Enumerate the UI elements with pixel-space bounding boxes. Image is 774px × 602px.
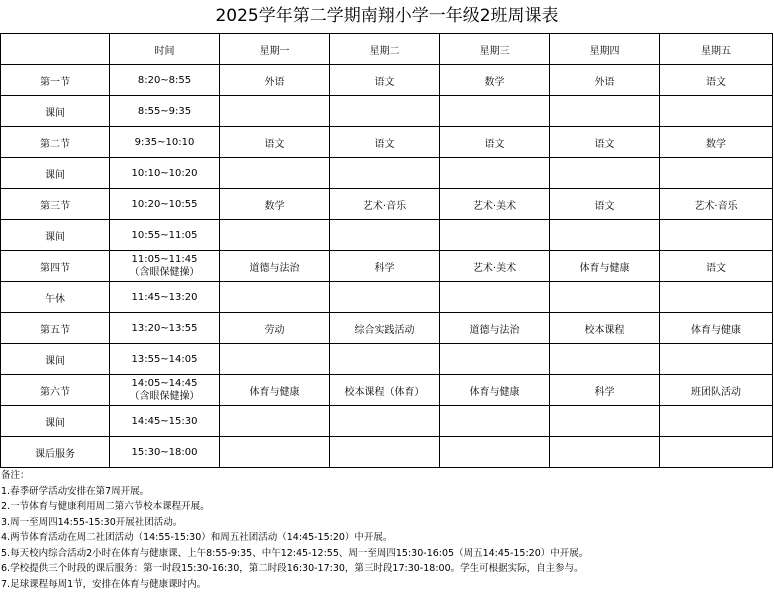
period-time-note: （含眼保健操） — [129, 391, 200, 402]
period-time: 14:45~15:30 — [110, 406, 220, 437]
subject-cell: 艺术·音乐 — [660, 189, 773, 220]
subject-cell: 语文 — [440, 127, 550, 158]
subject-cell — [440, 96, 550, 127]
subject-cell — [550, 96, 660, 127]
subject-cell: 劳动 — [220, 313, 330, 344]
header-cell-time: 时间 — [110, 34, 220, 65]
note-item: 6.学校提供三个时段的课后服务：第一时段15:30-16:30，第二时段16:30-17:30，第三时段17:30-18:00。学生可根据实际，自主参与。 — [1, 563, 584, 574]
subject-cell: 数学 — [660, 127, 773, 158]
subject-cell — [660, 437, 773, 468]
subject-cell: 体育与健康 — [550, 251, 660, 282]
subject-cell: 科学 — [330, 251, 440, 282]
subject-cell — [660, 96, 773, 127]
period-row — [1, 251, 773, 282]
subject-cell — [550, 406, 660, 437]
subject-cell: 语文 — [330, 65, 440, 96]
note-item: 7.足球课程每周1节，安排在体育与健康课时内。 — [1, 578, 207, 590]
subject-cell — [550, 220, 660, 251]
period-time: 11:45~13:20 — [110, 282, 220, 313]
subject-cell: 外语 — [550, 65, 660, 96]
subject-cell — [330, 158, 440, 189]
subject-cell — [440, 282, 550, 313]
period-time: 15:30~18:00 — [110, 437, 220, 468]
period-time — [110, 251, 220, 282]
period-row — [1, 220, 773, 251]
subject-cell — [440, 220, 550, 251]
period-label: 第五节 — [1, 313, 110, 344]
period-time: 8:55~9:35 — [110, 96, 220, 127]
subject-cell — [660, 158, 773, 189]
subject-cell — [220, 344, 330, 375]
note-item: 2.一节体育与健康利用周二第六节校本课程开展。 — [1, 501, 210, 512]
page-title: 2025学年第二学期南翔小学一年级2班周课表 — [215, 6, 559, 26]
subject-cell: 道德与法治 — [220, 251, 330, 282]
subject-cell — [660, 220, 773, 251]
period-time: 9:35~10:10 — [110, 127, 220, 158]
period-label: 课间 — [1, 96, 110, 127]
period-row — [1, 96, 773, 127]
header-cell-tuesday: 星期二 — [330, 34, 440, 65]
subject-cell — [330, 282, 440, 313]
subject-cell — [330, 96, 440, 127]
subject-cell: 数学 — [440, 65, 550, 96]
subject-cell — [440, 158, 550, 189]
period-time: 8:20~8:55 — [110, 65, 220, 96]
subject-cell: 语文 — [220, 127, 330, 158]
subject-cell — [220, 158, 330, 189]
period-row — [1, 313, 773, 344]
note-item: 5.每天校内综合活动2小时在体育与健康课、上午8:55-9:35、中午12:45-12:55、周一至周四15:30-16:05（周五14:45-15:20）中开展。 — [1, 547, 589, 559]
subject-cell: 外语 — [220, 65, 330, 96]
subject-cell: 道德与法治 — [440, 313, 550, 344]
subject-cell: 艺术·美术 — [440, 189, 550, 220]
subject-cell: 体育与健康 — [660, 313, 773, 344]
period-row — [1, 437, 773, 468]
subject-cell: 班团队活动 — [660, 375, 773, 406]
subject-cell — [550, 344, 660, 375]
period-time: 10:55~11:05 — [110, 220, 220, 251]
subject-cell — [220, 220, 330, 251]
period-label: 课间 — [1, 220, 110, 251]
subject-cell — [330, 344, 440, 375]
subject-cell — [660, 282, 773, 313]
period-time: 10:10~10:20 — [110, 158, 220, 189]
subject-cell — [330, 406, 440, 437]
subject-cell — [330, 437, 440, 468]
subject-cell: 体育与健康 — [220, 375, 330, 406]
period-row — [1, 189, 773, 220]
period-time-range: 11:05~11:45 — [131, 254, 198, 265]
period-label: 第六节 — [1, 375, 110, 406]
period-row — [1, 158, 773, 189]
period-label: 第一节 — [1, 65, 110, 96]
period-label: 课后服务 — [1, 437, 110, 468]
period-row — [1, 375, 773, 406]
subject-cell — [330, 220, 440, 251]
subject-cell: 校本课程 — [550, 313, 660, 344]
period-time: 10:20~10:55 — [110, 189, 220, 220]
subject-cell — [660, 406, 773, 437]
note-item: 4.两节体育活动在周二社团活动（14:55-15:30）和周五社团活动（14:45-15:20）中开展。 — [1, 532, 393, 543]
timetable — [0, 33, 773, 468]
subject-cell: 艺术·音乐 — [330, 189, 440, 220]
period-row — [1, 127, 773, 158]
subject-cell: 校本课程（体育） — [330, 375, 440, 406]
period-label: 第三节 — [1, 189, 110, 220]
period-label: 午休 — [1, 282, 110, 313]
period-label: 课间 — [1, 406, 110, 437]
subject-cell — [220, 437, 330, 468]
subject-cell — [660, 344, 773, 375]
header-cell-thursday: 星期四 — [550, 34, 660, 65]
notes-heading: 备注： — [1, 470, 30, 481]
period-label: 第四节 — [1, 251, 110, 282]
subject-cell: 数学 — [220, 189, 330, 220]
subject-cell — [550, 282, 660, 313]
header-cell-monday: 星期一 — [220, 34, 330, 65]
subject-cell — [220, 282, 330, 313]
period-label: 第二节 — [1, 127, 110, 158]
header-cell-wednesday: 星期三 — [440, 34, 550, 65]
period-time-range: 14:05~14:45 — [131, 378, 198, 389]
period-time: 13:20~13:55 — [110, 313, 220, 344]
subject-cell — [440, 344, 550, 375]
note-item: 3.周一至周四14:55-15:30开展社团活动。 — [1, 516, 183, 528]
period-time: 13:55~14:05 — [110, 344, 220, 375]
notes-section — [1, 468, 773, 592]
header-cell-corner — [1, 34, 110, 65]
subject-cell: 艺术·美术 — [440, 251, 550, 282]
subject-cell: 语文 — [550, 127, 660, 158]
period-label: 课间 — [1, 344, 110, 375]
subject-cell: 语文 — [660, 251, 773, 282]
subject-cell — [440, 406, 550, 437]
period-row — [1, 406, 773, 437]
period-row — [1, 282, 773, 313]
header-row — [1, 34, 773, 65]
period-time-note: （含眼保健操） — [129, 267, 200, 278]
subject-cell: 语文 — [660, 65, 773, 96]
period-time — [110, 375, 220, 406]
header-cell-friday: 星期五 — [660, 34, 773, 65]
subject-cell: 体育与健康 — [440, 375, 550, 406]
subject-cell: 科学 — [550, 375, 660, 406]
period-row — [1, 65, 773, 96]
note-item: 1.春季研学活动安排在第7周开展。 — [1, 485, 150, 497]
subject-cell: 语文 — [330, 127, 440, 158]
subject-cell — [220, 406, 330, 437]
subject-cell — [550, 158, 660, 189]
subject-cell — [220, 96, 330, 127]
subject-cell — [550, 437, 660, 468]
subject-cell — [440, 437, 550, 468]
timetable-body — [1, 34, 773, 468]
subject-cell: 语文 — [550, 189, 660, 220]
subject-cell: 综合实践活动 — [330, 313, 440, 344]
period-row — [1, 344, 773, 375]
period-label: 课间 — [1, 158, 110, 189]
